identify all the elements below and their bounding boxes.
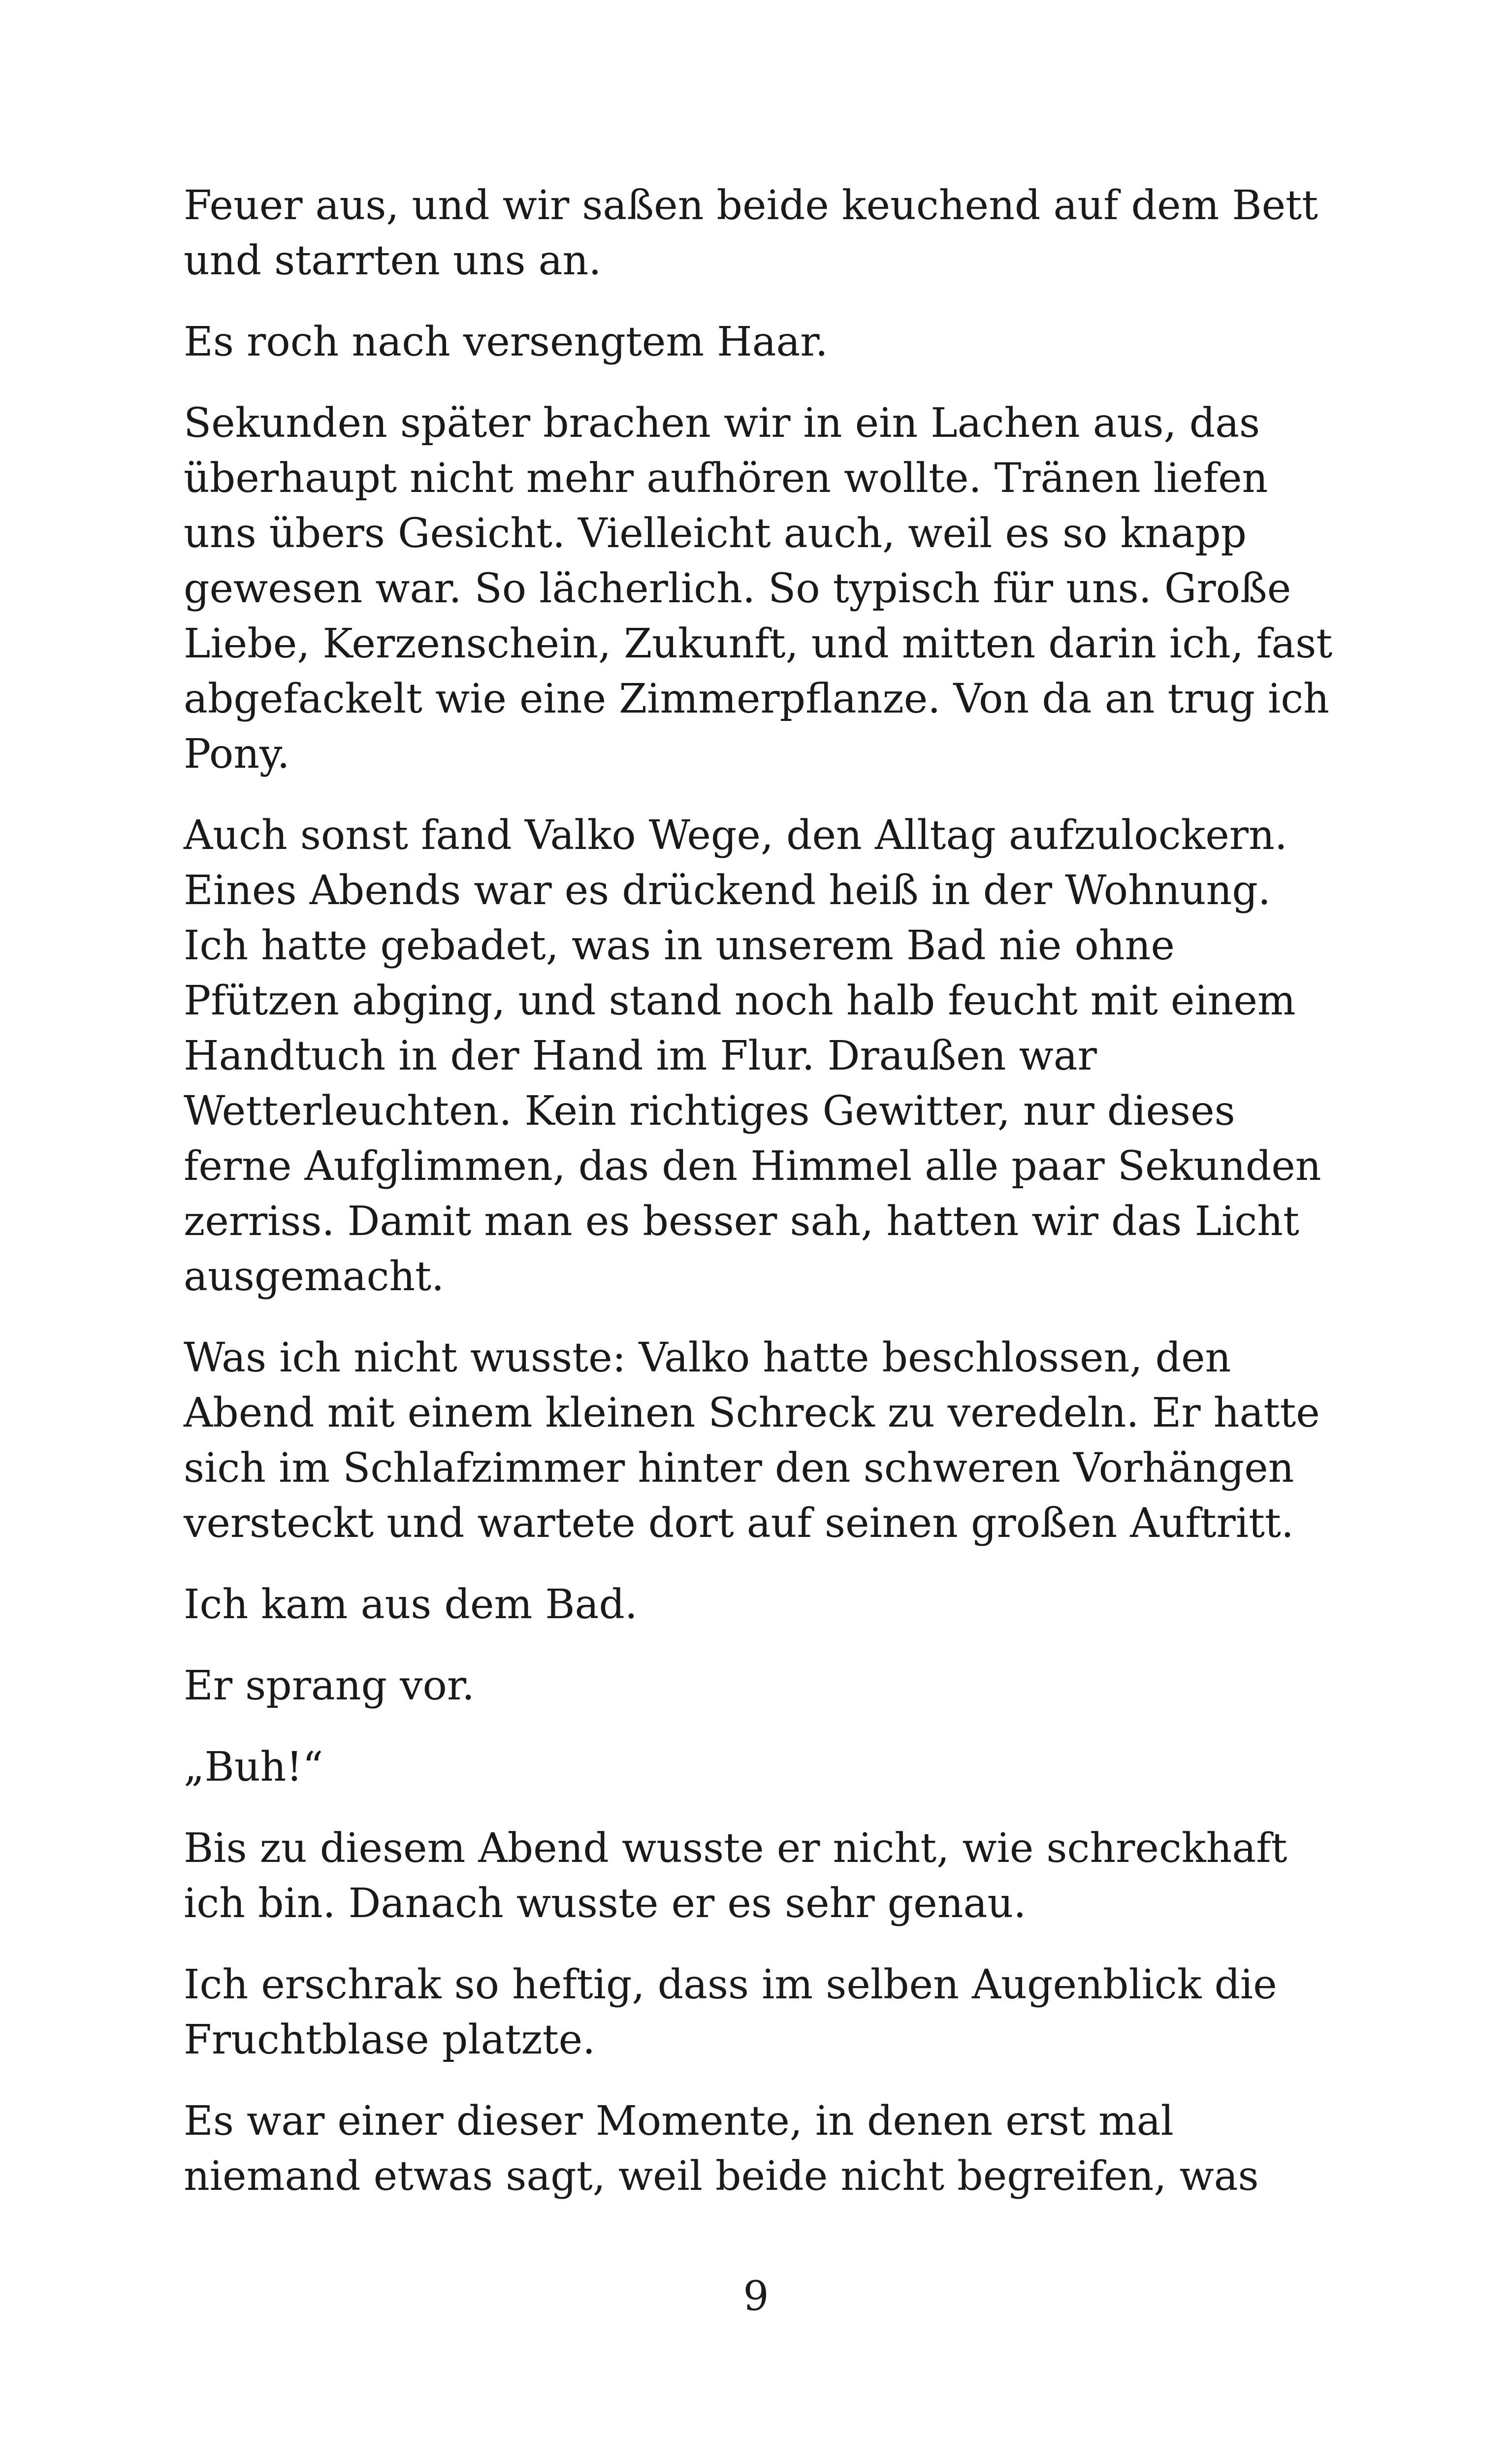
paragraph: Was ich nicht wusste: Valko hatte beschlossen, den Abend mit einem kleinen Schreck zu veredeln. Er hatte sich im Schlafzimmer hinter den schweren Vorhängen versteckt und wartete dort auf seinen großen Auftritt.	[184, 1335, 1320, 1547]
paragraph: Bis zu diesem Abend wusste er nicht, wie schreckhaft ich bin. Danach wusste er es sehr genau.	[184, 1825, 1287, 1927]
paragraph: Er sprang vor.	[184, 1662, 475, 1709]
body-text	[184, 178, 1336, 2230]
paragraph: Ich kam aus dem Bad.	[184, 1581, 638, 1628]
paragraph: Sekunden später brachen wir in ein Lachen aus, das überhaupt nicht mehr aufhören wollte. Tränen liefen uns übers Gesicht. Vielleicht auch, weil es so knapp gewesen war. So lächerlich. So typisch für uns. Große Liebe, Kerzenschein, Zukunft, und mitten darin ich, fast abgefackelt wie eine Zimmerpflanze. Von da an trug ich Pony.	[184, 400, 1333, 778]
paragraph: Feuer aus, und wir saßen beide keuchend auf dem Bett und starrten uns an.	[184, 182, 1319, 284]
page-number: 9	[743, 2273, 769, 2320]
paragraph: Auch sonst fand Valko Wege, den Alltag aufzulockern. Eines Abends war es drückend heiß in der Wohnung. Ich hatte gebadet, was in unserem Bad nie ohne Pfützen abging, und stand noch halb feucht mit einem Handtuch in der Hand im Flur. Draußen war Wetterleuchten. Kein richtiges Gewitter, nur dieses ferne Aufglimmen, das den Himmel alle paar Sekunden zerriss. Damit man es besser sah, hatten wir das Licht ausgemacht.	[184, 812, 1321, 1300]
paragraph: Es war einer dieser Momente, in denen erst mal niemand etwas sagt, weil beide nicht begreifen, was	[184, 2098, 1259, 2200]
paragraph: Es roch nach versengtem Haar.	[184, 319, 828, 365]
paragraph: Ich erschrak so heftig, dass im selben Augenblick die Fruchtblase platzte.	[184, 1961, 1277, 2063]
paragraph: „Buh!“	[184, 1744, 323, 1791]
